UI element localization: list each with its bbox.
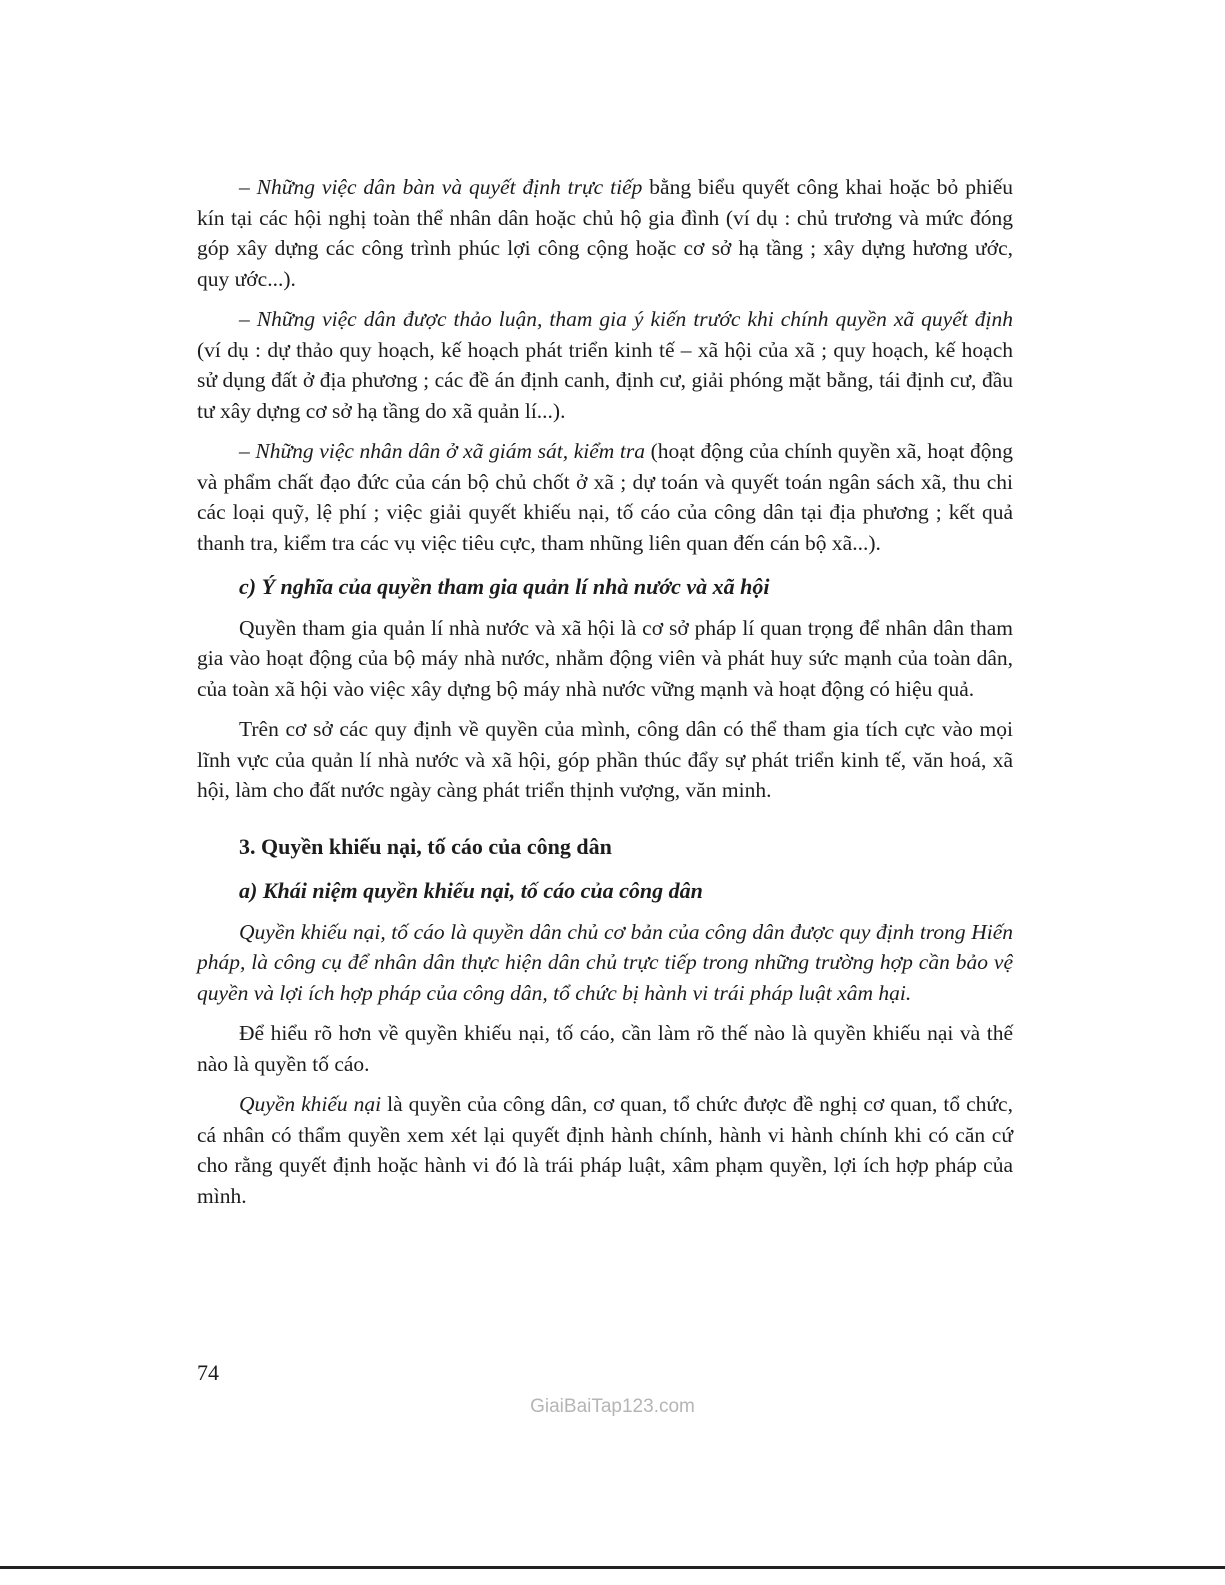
paragraph-text: (ví dụ : dự thảo quy hoạch, kế hoạch phát triển kinh tế – xã hội của xã ; quy hoạch, kế hoạch sử dụng đất ở địa phương ; các đề án định canh, định cư, giải phóng mặt bằng, tái định cư, đầu tư xây dựng cơ sở hạ tầng do xã quản lí...). [197,337,1013,423]
watermark: GiaiBaiTap123.com [530,1396,695,1417]
paragraph-significance-2: Trên cơ sở các quy định về quyền của mình, công dân có thể tham gia tích cực vào mọi lĩnh vực của quản lí nhà nước và xã hội, góp phần thúc đẩy sự phát triển kinh tế, văn hoá, xã hội, làm cho đất nước ngày càng phát triển thịnh vượng, văn minh. [197,717,1013,802]
paragraph-clarify: Để hiểu rõ hơn về quyền khiếu nại, tố cáo, cần làm rõ thế nào là quyền khiếu nại và thế nào là quyền tố cáo. [197,1021,1013,1076]
page-content [197,172,1013,1221]
paragraph-complaint-right [197,1089,1013,1211]
paragraph-lead: – Những việc nhân dân ở xã giám sát, kiểm tra [239,439,646,463]
subheading-c: c) Ý nghĩa của quyền tham gia quản lí nhà nước và xã hội [239,574,770,599]
paragraph-text: là quyền của công dân, cơ quan, tổ chức được đề nghị cơ quan, tổ chức, cá nhân có thẩm quyền xem xét lại quyết định hành chính, hành vi hành chính khi có căn cứ cho rằng quyết định hoặc hành vi đó là trái pháp luật, xâm phạm quyền, lợi ích hợp pháp của mình. [197,1092,1013,1208]
paragraph-lead: – Những việc dân bàn và quyết định trực tiếp [239,175,643,199]
paragraph-text: (hoạt động của chính quyền xã, hoạt động và phẩm chất đạo đức của cán bộ chủ chốt ở xã ; dự toán và quyết toán ngân sách xã, thu chi các loại quỹ, lệ phí ; việc giải quyết khiếu nại, tố cáo của công dân tại địa phương ; kết quả thanh tra, kiểm tra các vụ việc tiêu cực, tham nhũng liên quan đến cán bộ xã...). [197,439,1013,555]
page-number: 74 [197,1360,219,1385]
section-title-3: 3. Quyền khiếu nại, tố cáo của công dân [239,833,612,859]
paragraph-lead: – Những việc dân được thảo luận, tham gia ý kiến trước khi chính quyền xã quyết định [239,307,1013,331]
paragraph-text: bằng biểu quyết công khai hoặc bỏ phiếu kín tại các hội nghị toàn thể nhân dân hoặc chủ hộ gia đình (ví dụ : chủ trương và mức đóng góp xây dựng các công trình phúc lợi công cộng hoặc cơ sở hạ tầng ; xây dựng hương ước, quy ước...). [197,175,1013,291]
paragraph-lead: Quyền khiếu nại [239,1092,382,1116]
paragraph-direct-decision [197,172,1013,294]
bottom-border [0,1566,1225,1569]
paragraph-supervision [197,436,1013,558]
paragraph-significance-1: Quyền tham gia quản lí nhà nước và xã hội là cơ sở pháp lí quan trọng để nhân dân tham gia vào hoạt động của bộ máy nhà nước, nhằm động viên và phát huy sức mạnh của toàn dân, của toàn xã hội vào việc xây dựng bộ máy nhà nước vững mạnh và hoạt động có hiệu quả. [197,615,1013,701]
paragraph-definition: Quyền khiếu nại, tố cáo là quyền dân chủ cơ bản của công dân được quy định trong Hiến pháp, là công cụ để nhân dân thực hiện dân chủ trực tiếp trong những trường hợp cần bảo vệ quyền và lợi ích hợp pháp của công dân, tổ chức bị hành vi trái pháp luật xâm hại. [197,919,1013,1005]
subheading-a: a) Khái niệm quyền khiếu nại, tố cáo của công dân [239,878,703,903]
paragraph-consultation [197,304,1013,426]
